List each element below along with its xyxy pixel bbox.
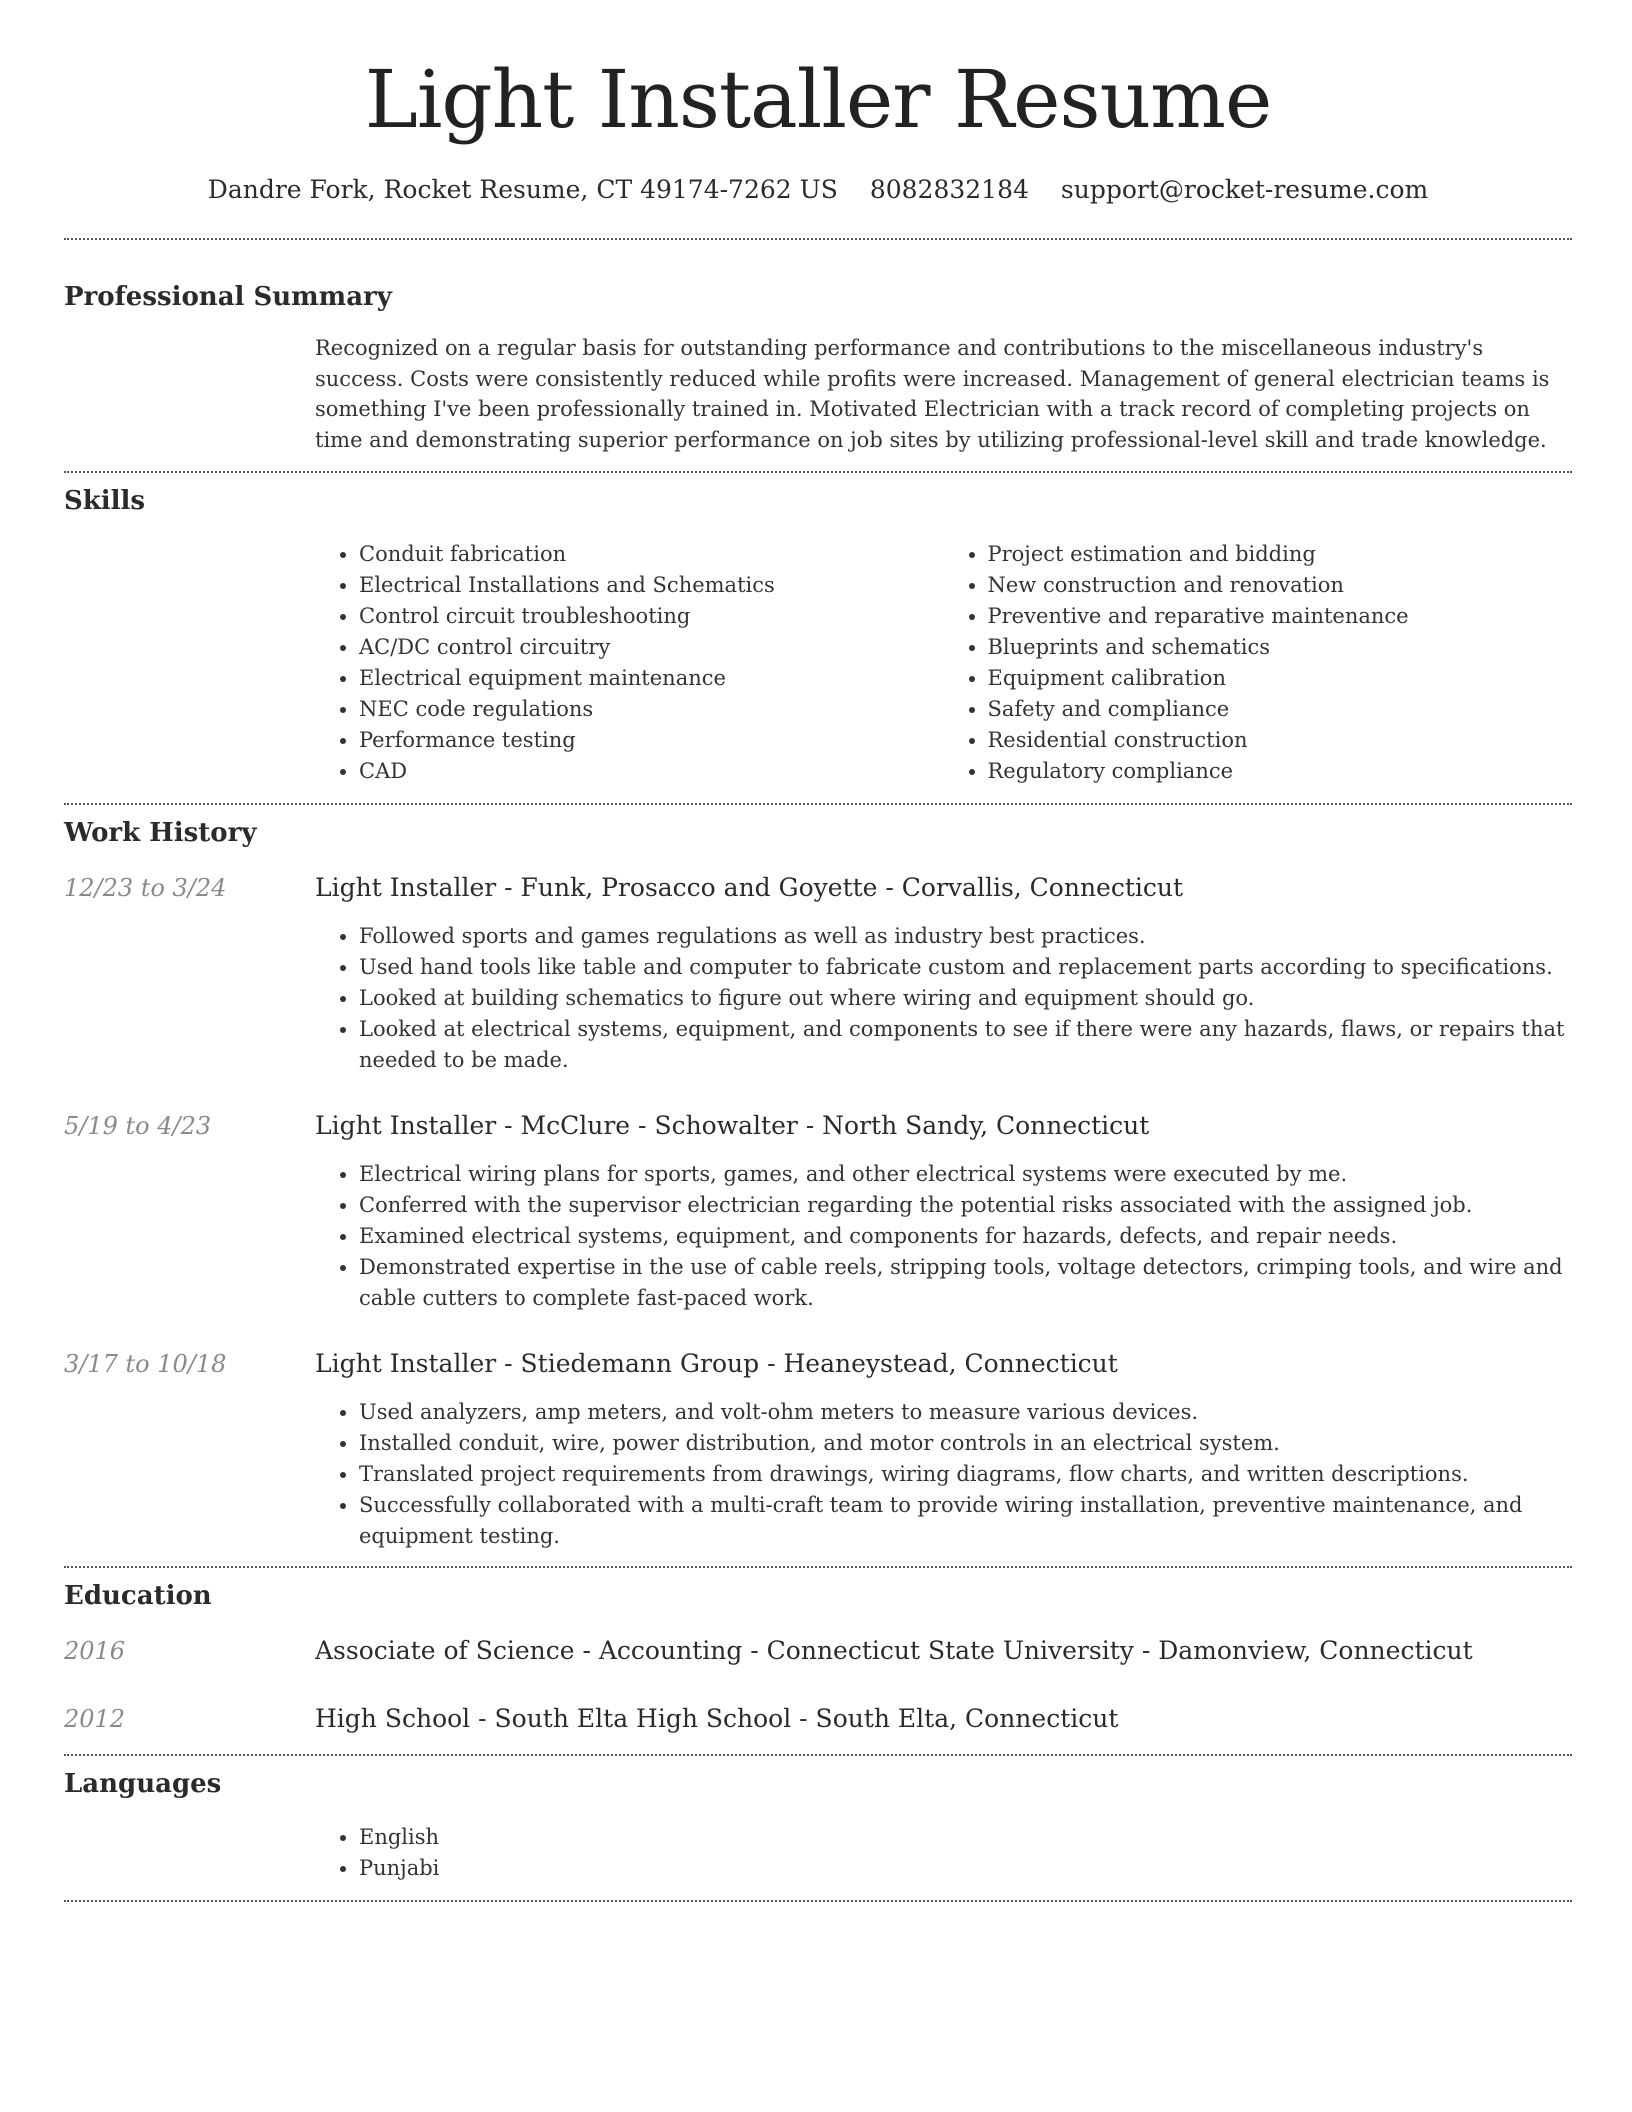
skills-list-right — [944, 539, 1573, 787]
skills-heading: Skills — [64, 486, 146, 516]
skill-item: • Control circuit troubleshooting — [359, 601, 944, 632]
skill-item: • Blueprints and schematics — [988, 632, 1573, 663]
skill-item: • Electrical Installations and Schematics — [359, 570, 944, 601]
divider — [64, 1900, 1572, 1902]
skill-item: • Residential construction — [988, 725, 1573, 756]
work-section — [64, 805, 1572, 1552]
education-year: 2012 — [64, 1705, 126, 1733]
job-title: Light Installer - McClure - Schowalter - North Sandy, Connecticut — [315, 1111, 1150, 1140]
job-bullets — [315, 921, 1572, 1076]
job-bullet: • Demonstrated expertise in the use of cable reels, stripping tools, voltage detectors, crimping tools, and wire and cable cutters to complete fast-paced work. — [359, 1252, 1572, 1314]
job-bullet: • Installed conduit, wire, power distribution, and motor controls in an electrical system. — [359, 1428, 1572, 1459]
skills-section — [64, 473, 1572, 787]
job-bullet: • Conferred with the supervisor electrician regarding the potential risks associated with the assigned job. — [359, 1190, 1572, 1221]
language-item: • English — [359, 1822, 1572, 1853]
job-bullets — [315, 1397, 1572, 1552]
job-bullet: • Looked at electrical systems, equipment, and components to see if there were any hazards, flaws, or repairs that needed to be made. — [359, 1014, 1572, 1076]
job-dates: 3/17 to 10/18 — [64, 1350, 227, 1378]
skill-item: • Preventive and reparative maintenance — [988, 601, 1573, 632]
job-bullet: • Electrical wiring plans for sports, games, and other electrical systems were executed by me. — [359, 1159, 1572, 1190]
job-title: Light Installer - Stiedemann Group - Heaneystead, Connecticut — [315, 1349, 1118, 1378]
summary-heading: Professional Summary — [64, 282, 392, 312]
work-heading: Work History — [64, 818, 257, 848]
job-bullet: • Looked at building schematics to figure out where wiring and equipment should go. — [359, 983, 1572, 1014]
job-bullet: • Successfully collaborated with a multi-craft team to provide wiring installation, preventive maintenance, and equipment testing. — [359, 1490, 1572, 1552]
job-bullet: • Used analyzers, amp meters, and volt-ohm meters to measure various devices. — [359, 1397, 1572, 1428]
job-bullets — [315, 1159, 1572, 1314]
contact-line — [64, 175, 1572, 205]
resume-page — [64, 0, 1572, 1902]
education-year: 2016 — [64, 1637, 126, 1665]
education-section — [64, 1568, 1572, 1734]
skill-item: • AC/DC control circuitry — [359, 632, 944, 663]
skill-item: • Project estimation and bidding — [988, 539, 1573, 570]
contact-address: Dandre Fork, Rocket Resume, CT 49174-7262 US — [207, 175, 838, 204]
job-dates: 5/19 to 4/23 — [64, 1112, 212, 1140]
job-bullet: • Followed sports and games regulations as well as industry best practices. — [359, 921, 1572, 952]
skill-item: • Performance testing — [359, 725, 944, 756]
skill-item: • CAD — [359, 756, 944, 787]
education-heading: Education — [64, 1581, 212, 1611]
education-title — [315, 1636, 1473, 1666]
skill-item: • Conduit fabrication — [359, 539, 944, 570]
education-school: - Connecticut State University - Damonview, Connecticut — [742, 1636, 1473, 1665]
summary-text: Recognized on a regular basis for outstanding performance and contributions to the miscellaneous industry's success. Costs were consistently reduced while profits were increased. Management of general electrician teams is something I've been professionally trained in. Motivated Electrician with a track record of completing projects on time and demonstrating superior performance on job sites by utilizing professional-level skill and trade knowledge. — [315, 336, 1550, 452]
languages-heading: Languages — [64, 1769, 222, 1799]
job-bullet: • Examined electrical systems, equipment, and components for hazards, defects, and repair needs. — [359, 1221, 1572, 1252]
languages-list — [315, 1822, 1572, 1884]
skill-item: • NEC code regulations — [359, 694, 944, 725]
contact-phone: 8082832184 — [869, 175, 1029, 204]
education-title — [315, 1704, 1118, 1734]
education-degree: High School — [315, 1704, 471, 1733]
education-school: - South Elta High School - South Elta, Connecticut — [470, 1704, 1119, 1733]
skill-item: • Electrical equipment maintenance — [359, 663, 944, 694]
job-dates: 12/23 to 3/24 — [64, 874, 227, 902]
skill-item: • New construction and renovation — [988, 570, 1573, 601]
skill-item: • Safety and compliance — [988, 694, 1573, 725]
education-degree: Associate of Science - Accounting — [315, 1636, 743, 1665]
contact-email: support@rocket-resume.com — [1060, 175, 1429, 204]
job-entry — [64, 873, 1572, 1076]
resume-title: Light Installer Resume — [364, 53, 1272, 146]
job-entry — [64, 1111, 1572, 1314]
skill-item: • Regulatory compliance — [988, 756, 1573, 787]
summary-section — [64, 240, 1572, 455]
education-entry — [64, 1704, 1572, 1734]
job-bullet: • Used hand tools like table and computer to fabricate custom and replacement parts according to specifications. — [359, 952, 1572, 983]
languages-section — [64, 1756, 1572, 1884]
skills-list-left — [315, 539, 944, 787]
job-bullet: • Translated project requirements from drawings, wiring diagrams, flow charts, and written descriptions. — [359, 1459, 1572, 1490]
job-title: Light Installer - Funk, Prosacco and Goyette - Corvallis, Connecticut — [315, 873, 1184, 902]
skill-item: • Equipment calibration — [988, 663, 1573, 694]
job-entry — [64, 1349, 1572, 1552]
language-item: • Punjabi — [359, 1853, 1572, 1884]
education-entry — [64, 1636, 1572, 1666]
